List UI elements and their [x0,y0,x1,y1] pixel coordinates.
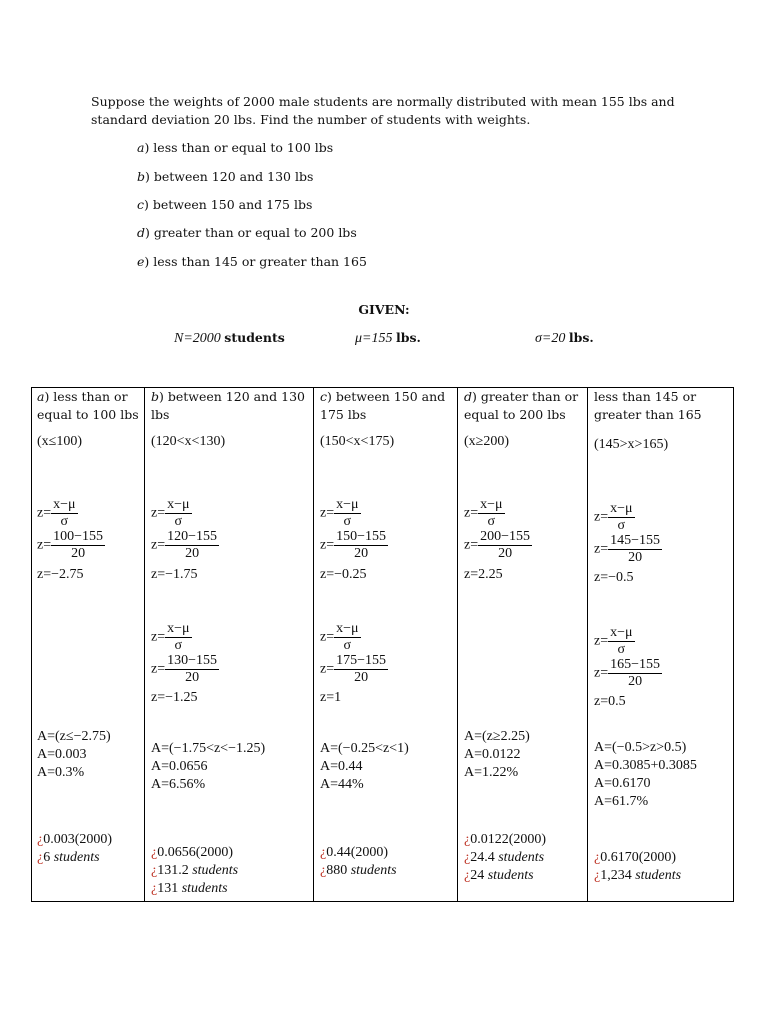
area-line: A=0.003 [37,747,87,762]
z-formula: z= $\frac{x-\mu}{\sigma}$ [151,497,190,529]
count-line: ¿880 students [320,863,397,878]
area-line: A=(z≥2.25) [464,729,530,744]
area-line: A=0.3085+0.3085 [594,758,697,773]
count-line: ¿0.44(2000) [320,845,389,860]
condition: (150<x<175) [320,434,395,449]
count-line: ¿131.2 students [151,863,239,878]
area-line: A=1.22% [464,765,519,780]
z-formula: z= $\frac{x-\mu}{\sigma}$ [320,621,359,653]
column-header: b) between 120 and 130 lbs [151,389,305,422]
z-substitution: z= $\frac{150-155}{20}$ [320,529,387,561]
condition: (x≥200) [464,434,510,449]
z-result: z=−0.5 [594,570,634,585]
column-header: c) between 150 and 175 lbs [320,389,446,422]
problem-item-a: a) less than or equal to 100 lbs [137,140,334,155]
z-result: z=−1.75 [151,567,198,582]
z-substitution: z= $\frac{145-155}{20}$ [594,533,661,565]
problem-statement: Suppose the weights of 2000 male students are normally distributed with mean 155 lbs and standard deviation 20 lbs. Find the number of students with weights. [91,94,675,127]
problem-item-d: d) greater than or equal to 200 lbs [137,225,357,240]
z-result: z=1 [320,690,342,705]
z-result: z=−2.75 [37,567,84,582]
z-formula: z= $\frac{x-\mu}{\sigma}$ [594,625,633,657]
z-result: z=0.5 [594,694,626,709]
problem-item-e: e) less than 145 or greater than 165 [137,254,367,269]
count-line: ¿0.003(2000) [37,832,113,847]
area-line: A=(−0.25<z<1) [320,741,409,756]
column-d [458,388,588,901]
area-line: A=0.44 [320,759,363,774]
z-substitution: z= $\frac{200-155}{20}$ [464,529,531,561]
z-substitution: z= $\frac{165-155}{20}$ [594,657,661,689]
column-e [588,388,733,901]
column-a [32,388,145,901]
z-formula: z= $\frac{x-\mu}{\sigma}$ [320,497,359,529]
count-line: ¿1,234 students [594,868,682,883]
column-header: d) greater than or equal to 200 lbs [464,389,579,422]
column-c [314,388,458,901]
area-line: A=0.0122 [464,747,521,762]
z-substitution: z= $\frac{100-155}{20}$ [37,529,104,561]
z-result: z=−1.25 [151,690,198,705]
area-line: A=6.56% [151,777,206,792]
given-heading: GIVEN: [358,302,410,317]
z-substitution: z= $\frac{120-155}{20}$ [151,529,218,561]
count-line: ¿0.6170(2000) [594,850,677,865]
z-formula: z= $\frac{x-\mu}{\sigma}$ [464,497,503,529]
given-mu: μ=155 lbs. [355,330,421,346]
z-substitution: z= $\frac{130-155}{20}$ [151,653,218,685]
count-line: ¿24.4 students [464,850,545,865]
area-line: A=0.0656 [151,759,208,774]
area-line: A=(−0.5>z>0.5) [594,740,687,755]
column-header: a) less than or equal to 100 lbs [37,389,139,422]
count-line: ¿6 students [37,850,100,865]
z-substitution: z= $\frac{175-155}{20}$ [320,653,387,685]
area-line: A=44% [320,777,364,792]
z-formula: z= $\frac{x-\mu}{\sigma}$ [151,621,190,653]
count-line: ¿24 students [464,868,534,883]
count-line: ¿0.0122(2000) [464,832,547,847]
area-line: A=(z≤−2.75) [37,729,111,744]
z-formula: z= $\frac{x-\mu}{\sigma}$ [594,501,633,533]
area-line: A=0.3% [37,765,85,780]
z-result: z=2.25 [464,567,503,582]
count-line: ¿0.0656(2000) [151,845,234,860]
given-sigma: σ=20 lbs. [535,330,594,346]
z-result: z=−0.25 [320,567,367,582]
problem-item-b: b) between 120 and 130 lbs [137,169,314,184]
solution-table [31,387,734,902]
condition: (145>x>165) [594,437,669,452]
condition: (x≤100) [37,434,83,449]
column-b [145,388,314,901]
area-line: A=0.6170 [594,776,651,791]
area-line: A=(−1.75<z<−1.25) [151,741,266,756]
condition: (120<x<130) [151,434,226,449]
area-line: A=61.7% [594,794,649,809]
problem-item-c: c) between 150 and 175 lbs [137,197,313,212]
given-n: N=2000 students [174,330,285,346]
z-formula: z= $\frac{x-\mu}{\sigma}$ [37,497,76,529]
count-line: ¿131 students [151,881,228,896]
column-header: less than 145 or greater than 165 [594,389,702,422]
